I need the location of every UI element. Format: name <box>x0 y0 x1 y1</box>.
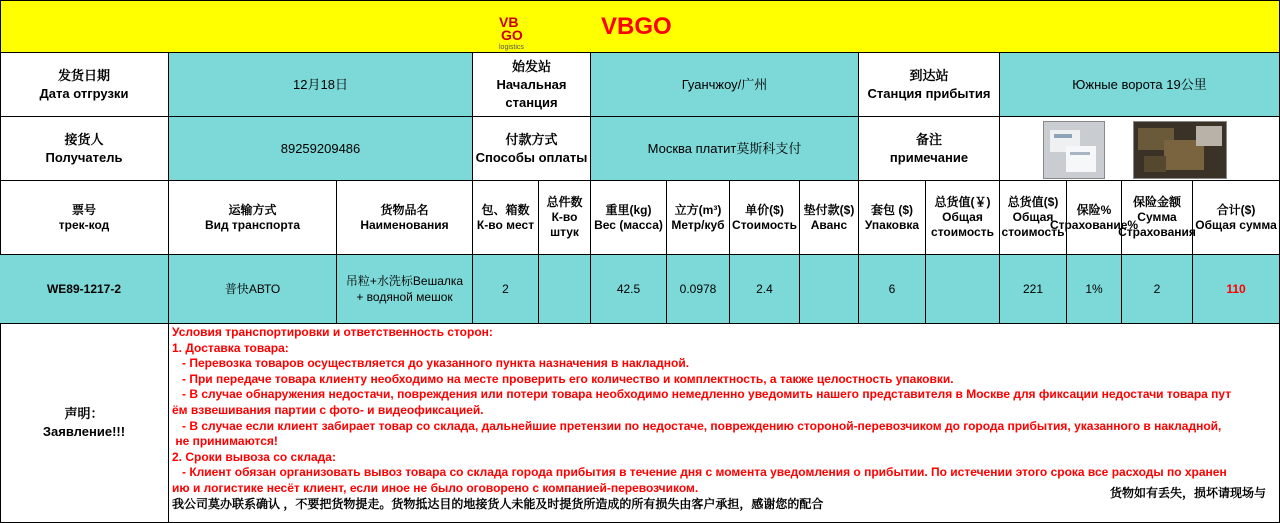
th-packing-cn: 套包 ($) <box>870 202 913 217</box>
th-weight-ru: Вес (масса) <box>594 217 663 232</box>
th-insurance-pct <box>1049 181 1139 255</box>
receiver-value: 89259209486 <box>169 117 473 181</box>
th-price <box>730 181 800 255</box>
th-goods-cn: 货物品名 <box>380 202 429 217</box>
svg-text:VB: VB <box>499 14 519 30</box>
origin-label-ru: Начальная станция <box>496 76 567 110</box>
terms-line: 1. Доставка товара: <box>172 340 289 355</box>
th-total-cn: 合计($) <box>1216 202 1256 217</box>
remark-photos-cell <box>1000 117 1280 181</box>
terms-line: ём взвешивания партии с фото- и видеофиксацией. <box>172 402 484 417</box>
cell-track: WE89-1217-2 <box>0 255 169 324</box>
ship-date-label <box>0 53 169 117</box>
statement-label-cn: 声明： <box>64 406 104 421</box>
cell-volume: 0.0978 <box>667 255 730 324</box>
th-volume-ru: Метр/куб <box>671 217 725 232</box>
th-volume-cn: 立方(m³) <box>674 202 722 217</box>
receiver-label-ru: Получатель <box>45 149 123 165</box>
terms-line: - Клиент обязан организовать вывоз товара со склада города прибытия в течение дня с момента уведомления о прибытии. По истечении этого срока все расходы по хранен <box>172 465 1227 480</box>
th-pieces-ru: К-во штук <box>550 210 579 239</box>
remark-label-ru: примечание <box>889 149 969 165</box>
statement-label <box>0 324 169 523</box>
terms-line: - В случае если клиент забирает товар со склада, дальнейшие претензии по недостаче, повреждению стороной-перевозчиком до города прибытия, указанного в накладной, <box>172 418 1222 433</box>
statement-note-right: 货物如有丢失，损坏请现场与 <box>1109 486 1266 500</box>
ship-date-value: 12月18日 <box>169 53 473 117</box>
receiver-label <box>0 117 169 181</box>
th-pieces <box>539 181 591 255</box>
cell-value-usd: 221 <box>1000 255 1067 324</box>
th-value-cny-ru: Общая стоимость <box>931 210 994 239</box>
th-total-ru: Общая сумма <box>1195 217 1277 232</box>
th-volume <box>667 181 730 255</box>
th-value-usd-cn: 总货值($) <box>1007 195 1059 209</box>
th-value-usd-ru: Общая стоимость <box>1001 210 1065 239</box>
statement-label-ru: Заявление!!! <box>42 424 126 439</box>
terms-line: - При передаче товара клиенту необходимо на месте проверить его количество и комплектность, а также целостность упаковки. <box>172 371 954 386</box>
th-insurance-sum <box>1118 181 1196 255</box>
th-value-cny-cn: 总货值(￥) <box>934 195 991 209</box>
th-track <box>0 181 169 255</box>
th-goods <box>337 181 473 255</box>
terms-line: - Перевозка товаров осуществляется до указанного пункта назначения в накладной. <box>172 356 690 371</box>
terms-line: ию и логистике несёт клиент, если иное не было оговорено с компанией-перевозчиком. <box>172 480 699 495</box>
destination-value: Южные ворота 19公里 <box>1000 53 1280 117</box>
payment-value: Москва платит莫斯科支付 <box>591 117 859 181</box>
th-transport-cn: 运输方式 <box>228 202 277 217</box>
th-advance-cn: 垫付款($) <box>803 202 855 217</box>
th-pieces-cn: 总件数 <box>546 195 583 209</box>
remark-label <box>859 117 1000 181</box>
terms-line: Условия транспортировки и ответственность сторон: <box>172 325 493 339</box>
th-weight <box>591 181 667 255</box>
terms-line: 2. Сроки вывоза со склада: <box>172 449 336 464</box>
cell-transport: 普快АВТО <box>169 255 337 324</box>
th-goods-ru: Наименования <box>360 217 449 232</box>
th-places-cn: 包、箱数 <box>481 202 530 217</box>
th-transport <box>169 181 337 255</box>
cell-value-cny <box>926 255 1000 324</box>
terms-line: не принимаются! <box>172 434 278 449</box>
cell-packing: 6 <box>859 255 926 324</box>
cell-pieces <box>539 255 591 324</box>
terms-footer: 我公司莫办联系确认 ，不要把货物提走。货物抵达目的地接货人未能及时提货所造成的所有损失由客户承担，感谢您的配合 <box>172 496 824 511</box>
destination-label-ru: Станция прибытия <box>867 85 991 101</box>
destination-label <box>859 53 1000 117</box>
svg-text:GO: GO <box>501 27 523 43</box>
th-transport-ru: Вид транспорта <box>204 217 301 232</box>
payment-label-cn: 付款方式 <box>505 131 558 147</box>
cell-advance <box>800 255 859 324</box>
cell-insurance-pct: 1% <box>1067 255 1122 324</box>
ship-date-label-ru: Дата отгрузки <box>39 85 129 101</box>
th-places-ru: К-во мест <box>476 217 535 232</box>
th-track-ru: трек-код <box>58 217 110 232</box>
cell-total: 110 <box>1193 255 1280 324</box>
payment-label <box>473 117 591 181</box>
terms-line: - В случае обнаружения недостачи, повреждения или потери товара необходимо немедленно уведомить нашего представителя в Москве для фиксации недостачи товара пут <box>172 387 1232 402</box>
cell-places: 2 <box>473 255 539 324</box>
origin-label <box>473 53 591 117</box>
th-insurance-sum-cn: 保险金额 <box>1132 195 1181 209</box>
destination-label-cn: 到达站 <box>909 67 949 83</box>
header-bar <box>0 0 1280 53</box>
origin-label-cn: 始发站 <box>511 58 551 74</box>
brand-title: VBGO <box>601 13 672 40</box>
vbgo-logo <box>496 13 536 53</box>
th-packing <box>859 181 926 255</box>
th-price-cn: 单价($) <box>745 202 784 217</box>
cargo-photo-1 <box>1043 121 1105 179</box>
ship-date-label-cn: 发货日期 <box>57 67 110 83</box>
cell-insurance-sum: 2 <box>1122 255 1193 324</box>
svg-text:logistics: logistics <box>499 44 524 51</box>
cell-price: 2.4 <box>730 255 800 324</box>
th-insurance-sum-ru: Сумма Страхования <box>1118 210 1196 239</box>
payment-label-ru: Способы оплаты <box>475 149 588 165</box>
th-price-ru: Стоимость <box>732 217 797 232</box>
remark-label-cn: 备注 <box>915 131 942 147</box>
th-weight-cn: 重里(kg) <box>605 202 652 217</box>
cargo-photo-2 <box>1133 121 1227 179</box>
th-total <box>1193 181 1280 255</box>
cell-goods: 吊粒+水洗标Вешалка + водяной мешок <box>337 255 473 324</box>
th-advance <box>800 181 859 255</box>
th-value-cny <box>926 181 1000 255</box>
origin-value: Гуанчжоу/广州 <box>591 53 859 117</box>
th-insurance-pct-cn: 保险% <box>1076 202 1112 217</box>
th-insurance-pct-ru: Страхование% <box>1049 217 1139 232</box>
receiver-label-cn: 接货人 <box>64 131 104 147</box>
th-packing-ru: Упаковка <box>864 217 920 232</box>
th-advance-ru: Аванс <box>810 217 848 232</box>
th-places <box>473 181 539 255</box>
cell-weight: 42.5 <box>591 255 667 324</box>
th-track-cn: 票号 <box>71 202 96 217</box>
